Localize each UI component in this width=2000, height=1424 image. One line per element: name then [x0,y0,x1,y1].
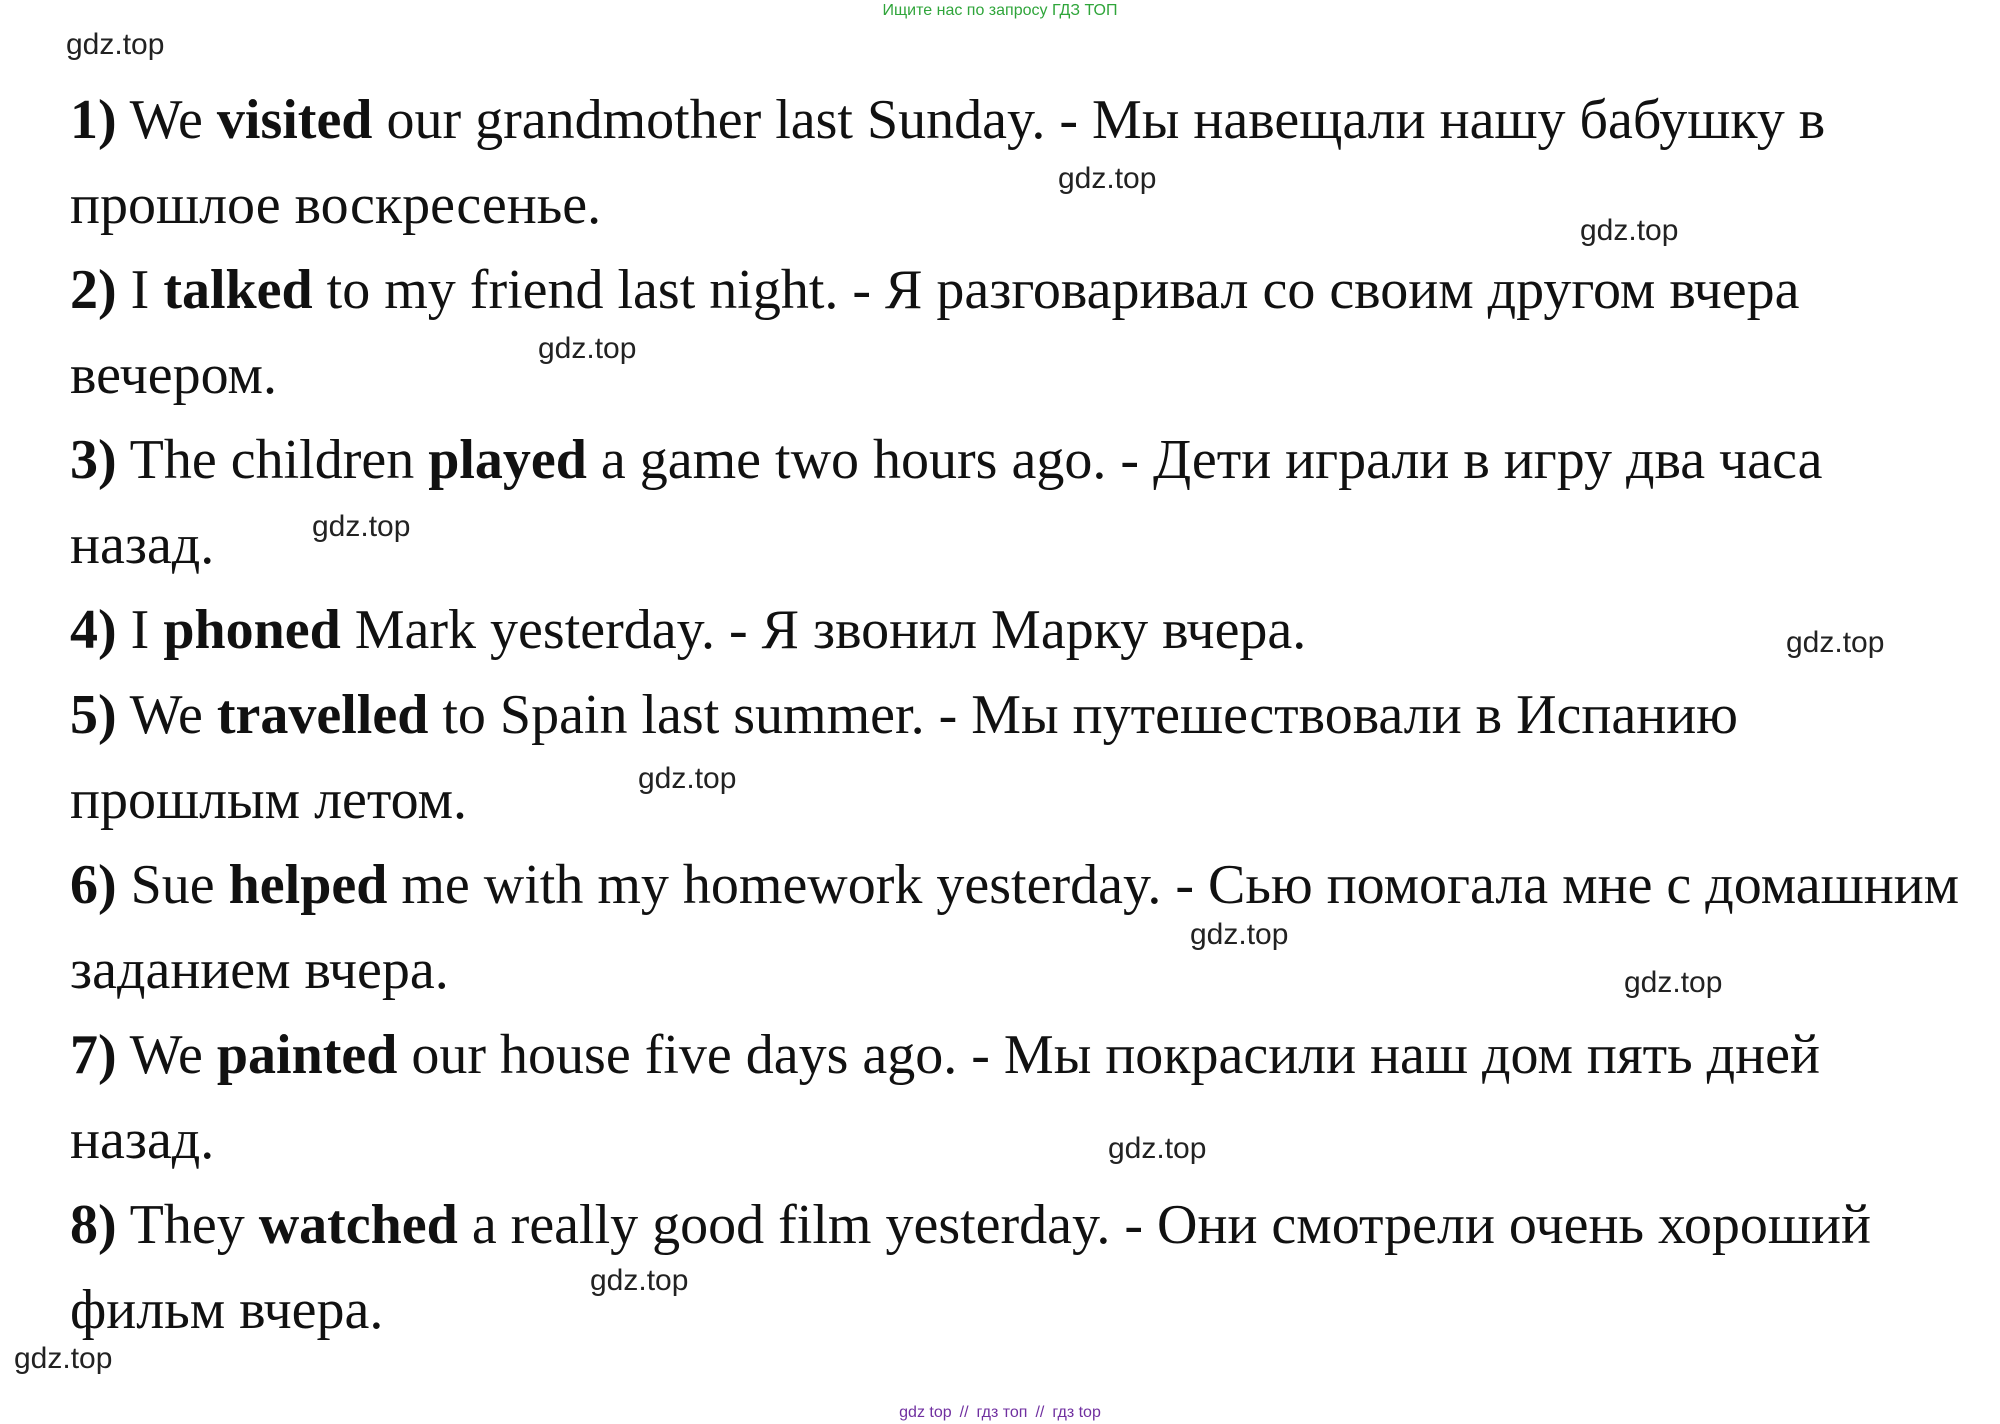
footer-link-gdz-top[interactable]: gdz top [899,1404,952,1421]
footer-link-gdz-top-ru[interactable]: гдз топ [976,1404,1028,1421]
item-verb: painted [216,1024,398,1086]
item-rest: a game two hours ago. - Дети играли в игру два часа назад. [70,429,1823,576]
item-verb: played [428,429,587,491]
item-rest: me with my homework yesterday. - Сью помогала мне с домашним заданием вчера. [70,854,1960,1001]
footer-separator: // [1035,1404,1045,1421]
answer-item-5 [70,673,1975,843]
item-number: 2) [70,259,117,321]
watermark: gdz.top [538,332,637,365]
item-subject: They [129,1194,245,1256]
watermark: gdz.top [14,1342,113,1375]
answer-item-3 [70,418,1975,588]
item-number: 4) [70,599,117,661]
item-subject: We [129,1024,203,1086]
watermark: gdz.top [1190,918,1289,951]
item-verb: visited [216,89,373,151]
answer-item-1 [70,78,1975,248]
top-banner[interactable]: Ищите нас по запросу ГДЗ ТОП [882,2,1118,19]
item-rest: our house five days ago. - Мы покрасили наш дом пять дней назад. [70,1024,1820,1171]
item-rest: a really good film yesterday. - Они смотрели очень хороший фильм вчера. [70,1194,1871,1341]
answer-item-8 [70,1183,1975,1353]
item-rest: to Spain last summer. - Мы путешествовали в Испанию прошлым летом. [70,684,1739,831]
item-verb: helped [228,854,388,916]
item-number: 6) [70,854,117,916]
watermark: gdz.top [1580,214,1679,247]
item-verb: talked [163,259,313,321]
watermark: gdz.top [1108,1132,1207,1165]
item-number: 5) [70,684,117,746]
item-rest: to my friend last night. - Я разговаривал со своим другом вчера вечером. [70,259,1800,406]
item-verb: phoned [163,599,341,661]
answer-item-4 [70,588,1975,673]
answer-item-6 [70,843,1975,1013]
item-number: 3) [70,429,117,491]
answer-list [70,78,1975,1353]
item-subject: I [130,599,150,661]
item-rest: our grandmother last Sunday. - Мы навещали нашу бабушку в прошлое воскресенье. [70,89,1826,236]
footer-separator: // [959,1404,969,1421]
item-number: 8) [70,1194,117,1256]
item-subject: Sue [130,854,215,916]
item-subject: I [130,259,150,321]
answer-item-7 [70,1013,1975,1183]
watermark: gdz.top [1624,966,1723,999]
item-rest: Mark yesterday. - Я звонил Марку вчера. [354,599,1307,661]
watermark: gdz.top [66,28,165,61]
watermark: gdz.top [1058,162,1157,195]
footer-links [0,1404,2000,1422]
item-subject: We [129,89,203,151]
watermark: gdz.top [1786,626,1885,659]
watermark: gdz.top [312,510,411,543]
answer-item-2 [70,248,1975,418]
watermark: gdz.top [590,1264,689,1297]
item-subject: We [129,684,203,746]
item-verb: travelled [216,684,429,746]
footer-link-gdz-top-mixed[interactable]: гдз top [1052,1404,1101,1421]
item-number: 7) [70,1024,117,1086]
watermark: gdz.top [638,762,737,795]
item-verb: watched [258,1194,458,1256]
item-number: 1) [70,89,117,151]
item-subject: The children [129,429,415,491]
